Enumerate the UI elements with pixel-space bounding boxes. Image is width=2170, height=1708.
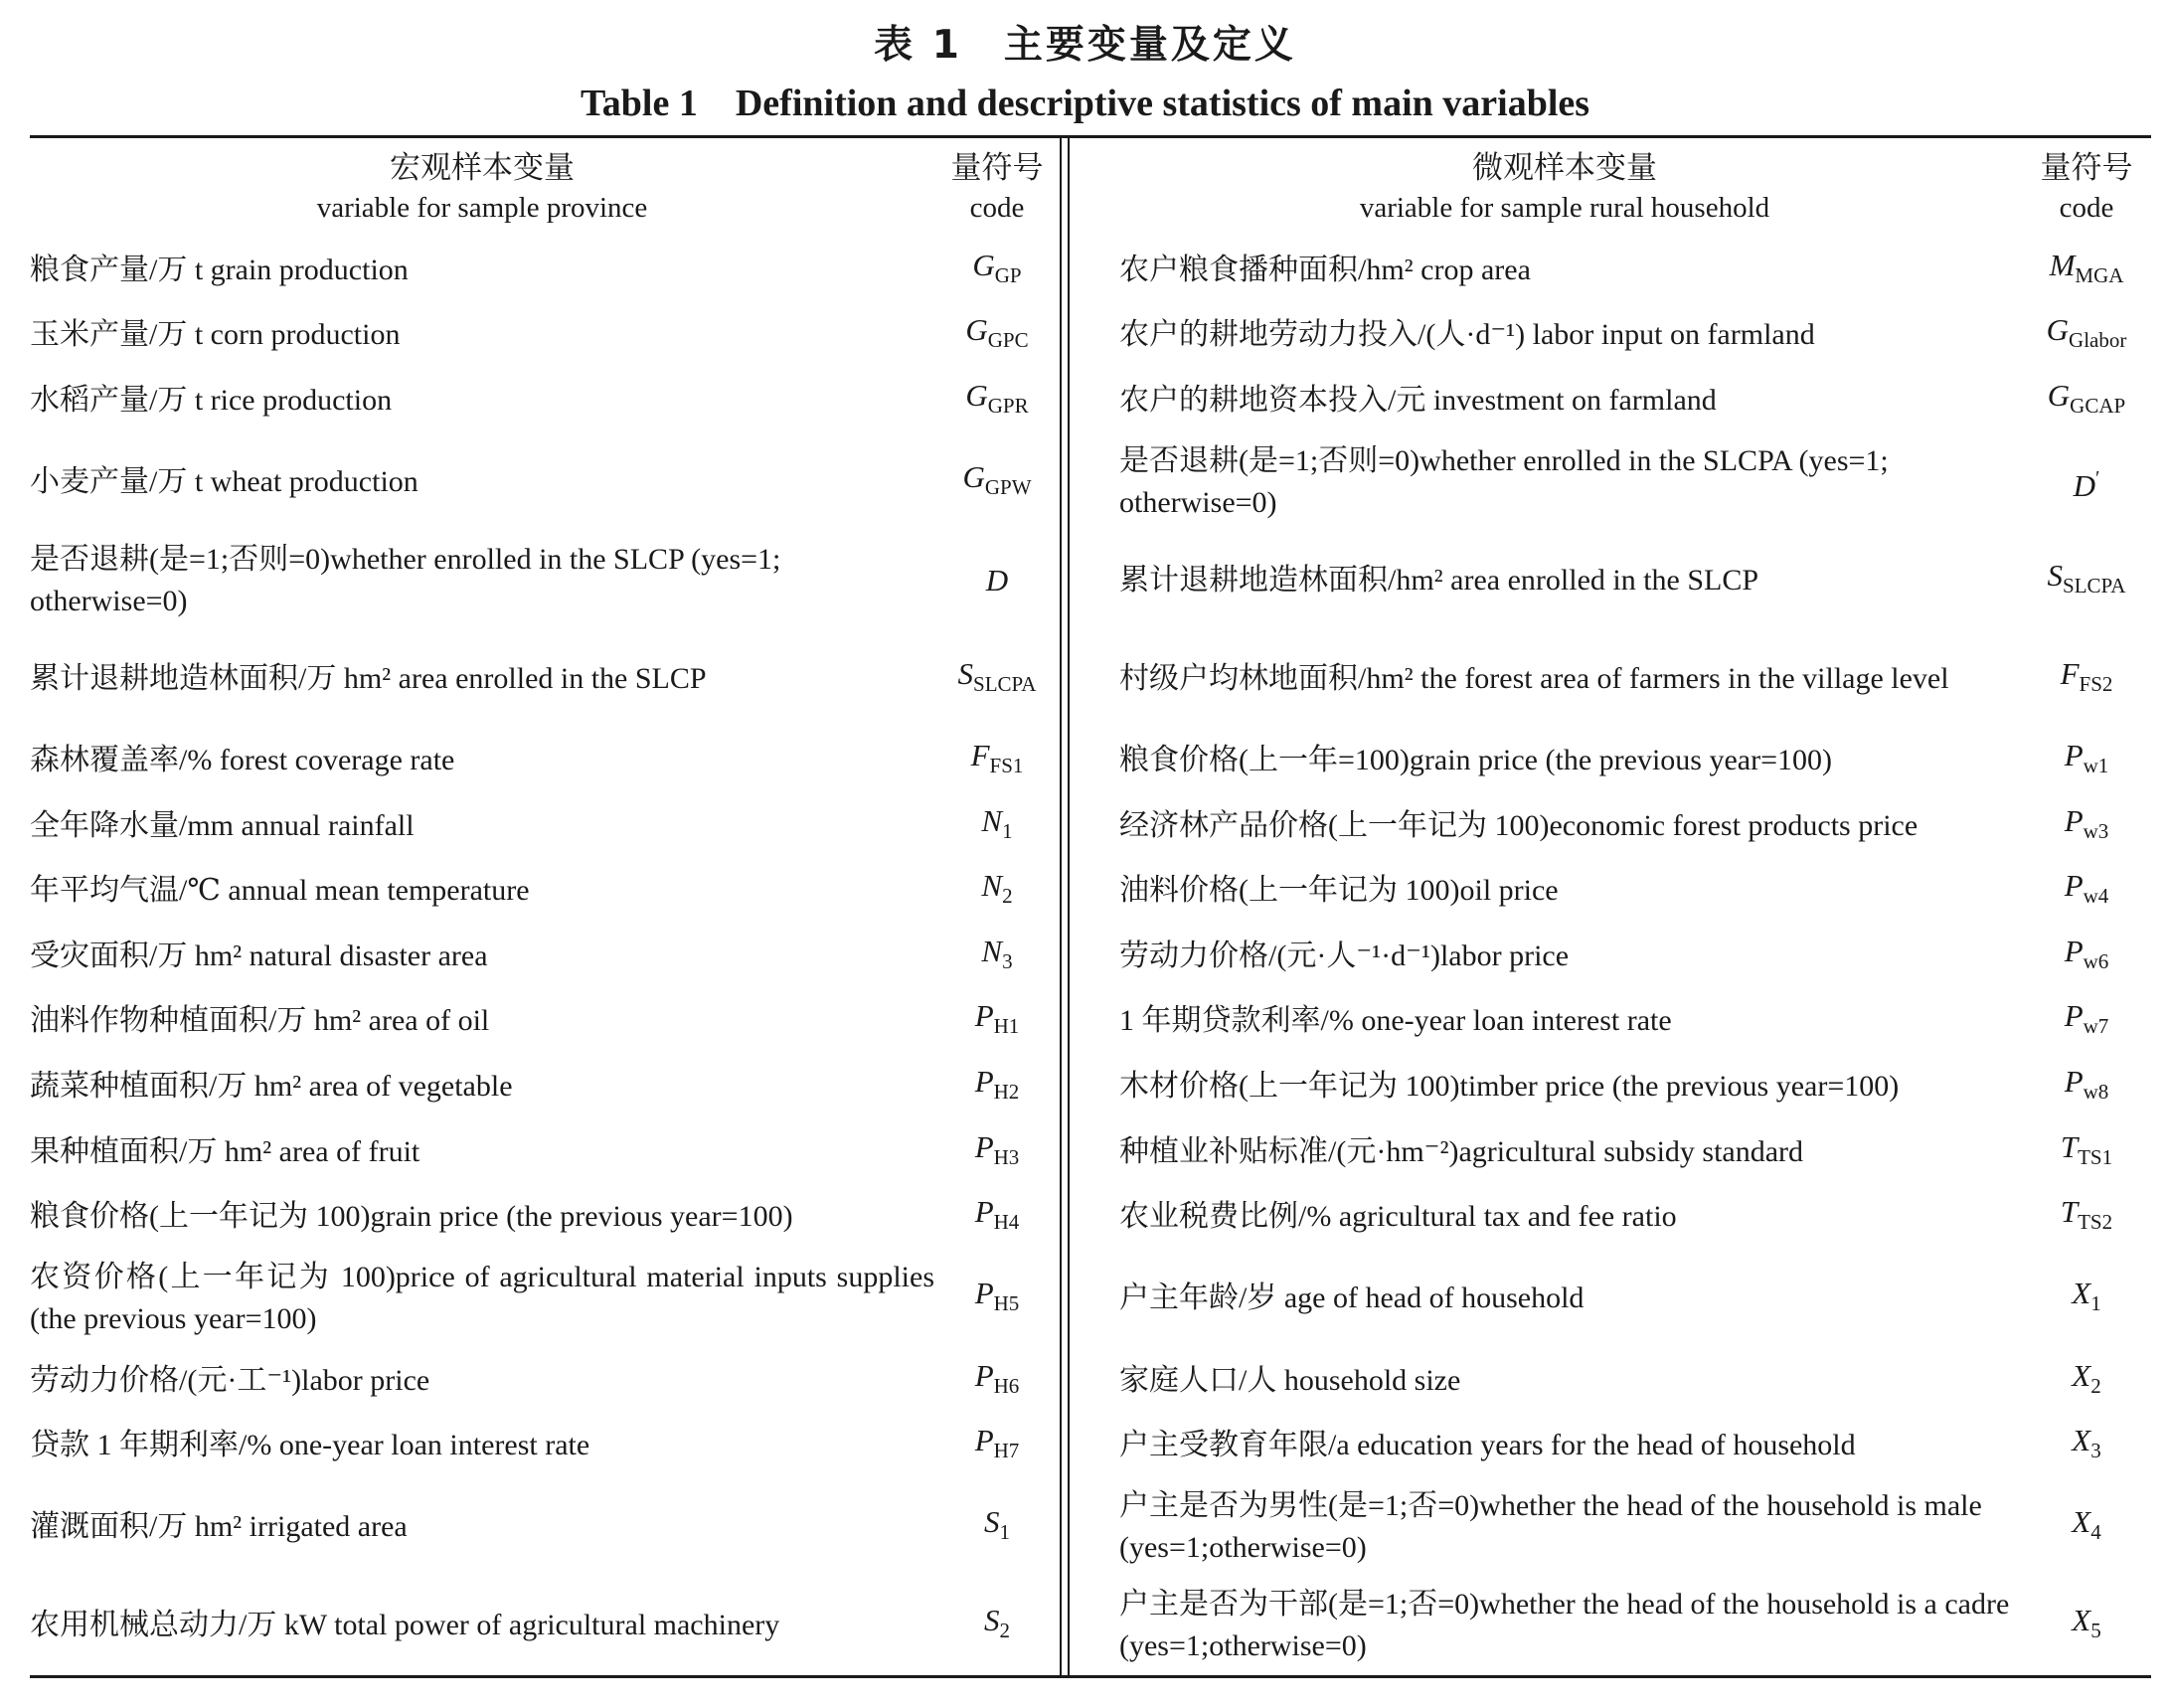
household-variable: 农户粮食播种面积/hm² crop area [1119,253,1531,286]
code-subscript: H2 [993,1080,1020,1105]
variable-code [2022,1119,2151,1185]
variable-code [2022,630,2151,729]
code-subscript: 2 [1002,884,1013,909]
table-row [30,989,2151,1055]
column-gap [1060,989,1107,1055]
code-base: G [965,377,988,413]
province-variable: 农用机械总动力/万 kW total power of agricultural machinery [30,1609,780,1642]
variable-code [934,630,1060,729]
code-base: D [2073,468,2095,504]
household-variable: 1 年期贷款利率/% one-year loan interest rate [1119,1004,1672,1038]
province-variable: 森林覆盖率/% forest coverage rate [30,744,455,777]
code-subscript: 2 [2090,1373,2101,1398]
column-gap [1060,1184,1107,1250]
variable-code [934,1184,1060,1250]
code-subscript: 4 [2090,1520,2101,1545]
code-base: P [2064,933,2084,968]
variables-table [30,138,2151,1675]
code-subscript: w6 [2083,948,2109,973]
household-variable: 家庭人口/人 household size [1119,1363,1461,1397]
code-base: S [984,1504,1000,1540]
variable-code [934,1413,1060,1478]
province-variable: 水稻产量/万 t rice production [30,383,393,417]
code-base: X [2072,1504,2091,1540]
code-subscript: 1 [2090,1291,2101,1316]
code-subscript: H1 [993,1014,1020,1039]
code-base: P [974,1423,994,1458]
province-variable: 累计退耕地造林面积/万 hm² area enrolled in the SLCP [30,661,707,695]
column-gap [1060,1054,1107,1119]
table-row [30,433,2151,532]
table-row [30,368,2151,433]
code-subscript: H3 [993,1144,1020,1169]
code-base: X [2072,1357,2091,1393]
household-variable: 农业税费比例/% agricultural tax and fee ratio [1119,1200,1677,1234]
variable-code [934,1348,1060,1414]
household-variable: 木材价格(上一年记为 100)timber price (the previous year=100) [1119,1070,1900,1104]
variable-code [934,368,1060,433]
code-base: F [2060,655,2080,691]
province-variable: 劳动力价格/(元·工⁻¹)labor price [30,1363,430,1397]
province-variable: 果种植面积/万 hm² area of fruit [30,1134,420,1168]
variable-code [934,1054,1060,1119]
table-row [30,859,2151,925]
variable-code [2022,532,2151,630]
variable-code [934,1577,1060,1675]
variable-code [2022,1054,2151,1119]
code-superscript: ′ [2095,467,2100,490]
variable-code [2022,1348,2151,1414]
code-base: X [2072,1603,2091,1638]
variable-code [2022,793,2151,859]
column-gap [1060,1413,1107,1478]
column-gap [1060,1478,1107,1577]
code-subscript: 3 [2090,1439,2101,1463]
variable-code [934,433,1060,532]
variable-code [934,1119,1060,1185]
variable-code [2022,728,2151,793]
household-variable: 是否退耕(是=1;否则=0)whether enrolled in the SLCPA (yes=1; otherwise=0) [1119,444,1889,520]
variable-code [2022,859,2151,925]
variable-code [2022,433,2151,532]
province-variable: 是否退耕(是=1;否则=0)whether enrolled in the SLCP (yes=1; otherwise=0) [30,543,781,618]
household-variable: 户主受教育年限/a education years for the head of household [1119,1429,1856,1462]
code-subscript: GPR [987,393,1029,418]
province-variable: 玉米产量/万 t corn production [30,318,401,352]
province-variable: 贷款 1 年期利率/% one-year loan interest rate [30,1429,590,1462]
code-base: S [2047,558,2064,594]
code-subscript: w3 [2083,818,2109,843]
province-variable: 粮食价格(上一年记为 100)grain price (the previous year=100) [30,1200,793,1234]
code-base: P [974,1128,994,1164]
column-gap [1060,1119,1107,1185]
code-base: P [2064,738,2084,773]
code-base: N [981,868,1003,904]
header-right-variable-cn: 微观样本变量 [1472,150,1657,185]
variable-code [2022,1478,2151,1577]
code-base: F [970,738,990,773]
code-base: N [981,933,1003,968]
code-base: P [974,998,994,1034]
code-subscript: GPW [984,475,1032,500]
code-base: P [974,1064,994,1100]
code-subscript: FS2 [2079,671,2113,696]
header-right-variable [1107,138,2022,238]
header-right-variable-en: variable for sample rural household [1359,192,1770,224]
table-row [30,1478,2151,1577]
household-variable: 种植业补贴标准/(元·hm⁻²)agricultural subsidy standard [1119,1134,1804,1168]
variable-code [934,303,1060,369]
code-base: T [2060,1128,2079,1164]
variable-code [2022,1250,2151,1348]
code-subscript: GPC [987,328,1029,353]
table-row [30,1250,2151,1348]
household-variable: 村级户均林地面积/hm² the forest area of farmers in the village level [1119,661,1949,695]
table-row [30,532,2151,630]
column-gap [1060,1250,1107,1348]
code-base: G [2047,377,2071,413]
column-gap [1060,368,1107,433]
code-base: P [2064,868,2084,904]
variable-code [2022,1577,2151,1675]
column-gap [1060,728,1107,793]
table-row [30,1348,2151,1414]
code-base: P [974,1194,994,1230]
code-subscript: SLCPA [973,671,1037,696]
code-base: M [2049,247,2076,282]
household-variable: 农户的耕地资本投入/元 investment on farmland [1119,383,1717,417]
code-subscript: 1 [999,1520,1010,1545]
table-row [30,728,2151,793]
province-variable: 油料作物种植面积/万 hm² area of oil [30,1004,490,1038]
header-row [30,138,2151,238]
province-variable: 小麦产量/万 t wheat production [30,465,418,499]
code-subscript: w7 [2083,1014,2109,1039]
code-subscript: H4 [993,1210,1020,1235]
code-subscript: SLCPA [2063,574,2126,598]
table-row [30,924,2151,989]
table-row [30,303,2151,369]
code-base: X [2072,1423,2091,1458]
table-row [30,1184,2151,1250]
code-base: G [965,312,988,348]
variable-code [934,1250,1060,1348]
province-variable: 粮食产量/万 t grain production [30,253,409,286]
column-gap [1060,1577,1107,1675]
table-row [30,1413,2151,1478]
code-subscript: MGA [2075,262,2124,287]
column-gap [1060,859,1107,925]
household-variable: 户主是否为男性(是=1;否=0)whether the head of the household is male (yes=1;otherwise=0) [1119,1489,1982,1565]
table-row [30,630,2151,729]
code-subscript: 5 [2090,1619,2101,1643]
code-base: P [974,1357,994,1393]
header-left-code-en: code [969,192,1025,224]
code-base: G [2046,312,2070,348]
household-variable: 劳动力价格/(元·人⁻¹·d⁻¹)labor price [1119,939,1570,972]
header-right-code-en: code [2059,192,2114,224]
column-gap [1060,433,1107,532]
code-base: P [2064,998,2084,1034]
header-left-variable [30,138,934,238]
variable-code [934,238,1060,303]
code-base: N [981,802,1003,838]
code-subscript: w4 [2083,884,2109,909]
variable-code [934,989,1060,1055]
province-variable: 农资价格(上一年记为 100)price of agricultural material inputs supplies (the previous year=100) [30,1261,934,1336]
code-subscript: w1 [2083,754,2109,778]
household-variable: 户主年龄/岁 age of head of household [1119,1281,1585,1315]
variable-code [2022,1184,2151,1250]
variable-code [2022,238,2151,303]
code-subscript: GCAP [2070,393,2126,418]
code-base: X [2072,1276,2091,1311]
province-variable: 全年降水量/mm annual rainfall [30,808,415,842]
column-gap [1060,924,1107,989]
table-row [30,1119,2151,1185]
column-gap [1060,532,1107,630]
variable-code [934,1478,1060,1577]
header-left-variable-cn: 宏观样本变量 [390,150,575,185]
province-variable: 年平均气温/℃ annual mean temperature [30,874,530,908]
variable-code [2022,1413,2151,1478]
code-base: T [2060,1194,2079,1230]
variable-code [2022,989,2151,1055]
variable-code [934,532,1060,630]
household-variable: 累计退耕地造林面积/hm² area enrolled in the SLCP [1119,564,1759,598]
column-gap [1060,238,1107,303]
household-variable: 油料价格(上一年记为 100)oil price [1119,874,1559,908]
variable-code [2022,924,2151,989]
table-body [30,238,2151,1675]
variable-code [2022,303,2151,369]
code-base: G [972,247,995,282]
code-base: P [2064,1064,2084,1100]
header-left-code [934,138,1060,238]
variable-code [934,859,1060,925]
code-subscript: H7 [993,1439,1020,1463]
code-base: P [974,1276,994,1311]
header-left-variable-en: variable for sample province [316,192,648,224]
code-subscript: TS2 [2078,1210,2113,1235]
household-variable: 经济林产品价格(上一年记为 100)economic forest products price [1119,808,1919,842]
table-row [30,1577,2151,1675]
code-subscript: w8 [2083,1080,2109,1105]
province-variable: 灌溉面积/万 hm² irrigated area [30,1510,408,1544]
province-variable: 蔬菜种植面积/万 hm² area of vegetable [30,1070,513,1104]
table-title-en: Table 1 Definition and descriptive statistics of main variables [580,83,1590,124]
column-gap [1060,793,1107,859]
variable-code [934,793,1060,859]
variable-code [934,924,1060,989]
header-right-code-cn: 量符号 [2040,150,2133,185]
bottom-rule [30,1675,2151,1678]
code-subscript: H5 [993,1291,1020,1316]
code-subscript: GP [994,262,1022,287]
header-left-code-cn: 量符号 [950,150,1044,185]
table-title-cn: 表 1 主要变量及定义 [874,23,1296,68]
column-gap [1060,1348,1107,1414]
code-subscript: Glabor [2069,328,2127,353]
household-variable: 户主是否为干部(是=1;否=0)whether the head of the household is a cadre (yes=1;otherwise=0) [1119,1588,2010,1663]
code-base: D [985,563,1009,598]
code-subscript: 2 [999,1619,1010,1643]
table-row [30,1054,2151,1119]
column-gap [1060,303,1107,369]
code-subscript: 3 [1002,948,1013,973]
household-variable: 粮食价格(上一年=100)grain price (the previous year=100) [1119,744,1832,777]
code-base: G [962,459,985,495]
header-right-code [2022,138,2151,238]
column-gap [1060,630,1107,729]
variable-code [934,728,1060,793]
code-subscript: FS1 [989,754,1024,778]
code-subscript: H6 [993,1373,1020,1398]
header-spacer [1060,138,1107,238]
code-base: P [2064,802,2084,838]
code-base: S [957,655,974,691]
code-subscript: 1 [1002,818,1013,843]
table-row [30,793,2151,859]
variable-code [2022,368,2151,433]
household-variable: 农户的耕地劳动力投入/(人·d⁻¹) labor input on farmland [1119,318,1815,352]
code-base: S [984,1603,1000,1638]
code-subscript: TS1 [2078,1144,2113,1169]
table-row [30,238,2151,303]
province-variable: 受灾面积/万 hm² natural disaster area [30,939,488,972]
